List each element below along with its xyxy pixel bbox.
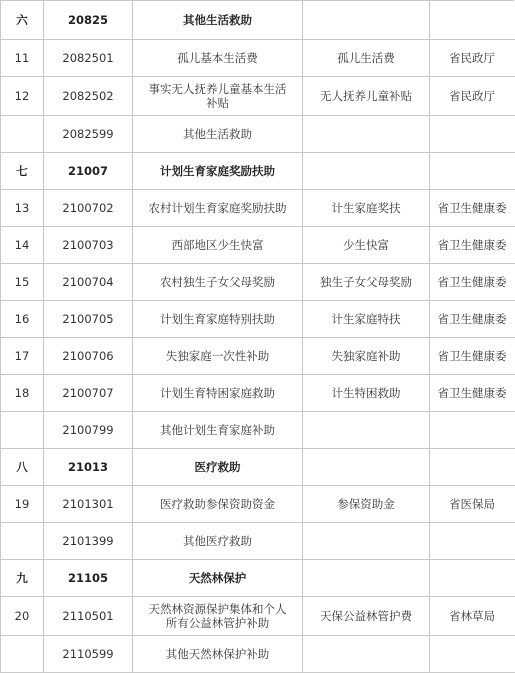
row-number-cell (1, 523, 44, 560)
section-row (1, 1, 515, 40)
row-number-cell: 14 (1, 227, 44, 264)
section-row (1, 560, 515, 597)
section-row (1, 449, 515, 486)
subject-name-cell: 西部地区少生快富 (133, 227, 303, 264)
subject-name-cell: 农村独生子女父母奖励 (133, 264, 303, 301)
department-cell (430, 636, 515, 673)
table-row (1, 116, 515, 153)
fund-name-cell (303, 636, 430, 673)
subject-code-cell: 21007 (44, 153, 133, 190)
row-number-cell: 六 (1, 1, 44, 40)
fund-name-cell: 参保资助金 (303, 486, 430, 523)
row-number-cell: 八 (1, 449, 44, 486)
row-number-cell: 七 (1, 153, 44, 190)
fund-name-cell: 无人抚养儿童补贴 (303, 77, 430, 116)
subject-name-cell: 计划生育家庭特别扶助 (133, 301, 303, 338)
subject-code-cell: 2101399 (44, 523, 133, 560)
subject-name-cell: 其他医疗救助 (133, 523, 303, 560)
subject-code-cell: 2110599 (44, 636, 133, 673)
department-cell: 省卫生健康委 (430, 338, 515, 375)
subject-code-cell: 2100707 (44, 375, 133, 412)
row-number-cell (1, 636, 44, 673)
subject-code-cell: 2082501 (44, 40, 133, 77)
subject-name-cell: 其他生活救助 (133, 116, 303, 153)
subject-name-cell: 失独家庭一次性补助 (133, 338, 303, 375)
table-row (1, 301, 515, 338)
department-cell: 省卫生健康委 (430, 190, 515, 227)
row-number-cell: 九 (1, 560, 44, 597)
subject-name-cell: 计划生育家庭奖励扶助 (133, 153, 303, 190)
fund-name-cell: 天保公益林管护费 (303, 597, 430, 636)
subject-code-cell: 2100705 (44, 301, 133, 338)
subject-name-cell: 农村计划生育家庭奖励扶助 (133, 190, 303, 227)
row-number-cell: 18 (1, 375, 44, 412)
department-cell (430, 1, 515, 40)
subject-name-cell: 天然林资源保护集体和个人所有公益林管护补助 (133, 597, 303, 636)
department-cell (430, 412, 515, 449)
table-row (1, 190, 515, 227)
department-cell: 省卫生健康委 (430, 264, 515, 301)
row-number-cell: 15 (1, 264, 44, 301)
row-number-cell (1, 412, 44, 449)
table-row (1, 77, 515, 116)
subject-code-cell: 2100799 (44, 412, 133, 449)
department-cell (430, 560, 515, 597)
fund-name-cell (303, 560, 430, 597)
department-cell: 省医保局 (430, 486, 515, 523)
subject-code-cell: 20825 (44, 1, 133, 40)
fund-name-cell: 计生家庭奖扶 (303, 190, 430, 227)
section-row (1, 153, 515, 190)
subject-name-cell: 其他天然林保护补助 (133, 636, 303, 673)
subject-code-cell: 2082599 (44, 116, 133, 153)
subject-code-cell: 2100706 (44, 338, 133, 375)
subject-name-cell: 计划生育特困家庭救助 (133, 375, 303, 412)
fund-name-cell (303, 523, 430, 560)
row-number-cell: 17 (1, 338, 44, 375)
row-number-cell: 19 (1, 486, 44, 523)
row-number-cell: 20 (1, 597, 44, 636)
table-row (1, 375, 515, 412)
row-number-cell: 12 (1, 77, 44, 116)
subject-name-cell: 事实无人抚养儿童基本生活补贴 (133, 77, 303, 116)
department-cell (430, 523, 515, 560)
fund-name-cell (303, 153, 430, 190)
table-row (1, 40, 515, 77)
table-row (1, 227, 515, 264)
fund-name-cell (303, 1, 430, 40)
fund-name-cell (303, 412, 430, 449)
table-row (1, 412, 515, 449)
fund-name-cell: 孤儿生活费 (303, 40, 430, 77)
subject-name-cell: 其他计划生育家庭补助 (133, 412, 303, 449)
row-number-cell: 16 (1, 301, 44, 338)
subject-code-cell: 2101301 (44, 486, 133, 523)
fund-name-cell: 计生家庭特扶 (303, 301, 430, 338)
table-row (1, 636, 515, 673)
fund-name-cell: 失独家庭补助 (303, 338, 430, 375)
department-cell: 省民政厅 (430, 40, 515, 77)
subject-code-cell: 21105 (44, 560, 133, 597)
subject-name-cell: 医疗救助 (133, 449, 303, 486)
row-number-cell: 11 (1, 40, 44, 77)
fund-name-cell (303, 449, 430, 486)
subject-code-cell: 2110501 (44, 597, 133, 636)
table-row (1, 523, 515, 560)
subject-code-cell: 2100704 (44, 264, 133, 301)
subject-code-cell: 2100702 (44, 190, 133, 227)
subject-code-cell: 2082502 (44, 77, 133, 116)
subject-code-cell: 2100703 (44, 227, 133, 264)
department-cell: 省民政厅 (430, 77, 515, 116)
subject-code-cell: 21013 (44, 449, 133, 486)
fund-name-cell: 少生快富 (303, 227, 430, 264)
fund-name-cell: 计生特困救助 (303, 375, 430, 412)
department-cell: 省卫生健康委 (430, 375, 515, 412)
row-number-cell: 13 (1, 190, 44, 227)
table-row (1, 264, 515, 301)
subject-name-cell: 天然林保护 (133, 560, 303, 597)
fund-name-cell (303, 116, 430, 153)
subject-name-cell: 医疗救助参保资助资金 (133, 486, 303, 523)
table-row (1, 338, 515, 375)
department-cell: 省卫生健康委 (430, 301, 515, 338)
subject-name-cell: 其他生活救助 (133, 1, 303, 40)
department-cell: 省卫生健康委 (430, 227, 515, 264)
row-number-cell (1, 116, 44, 153)
fund-name-cell: 独生子女父母奖励 (303, 264, 430, 301)
table-row (1, 486, 515, 523)
subject-name-cell: 孤儿基本生活费 (133, 40, 303, 77)
department-cell (430, 116, 515, 153)
department-cell: 省林草局 (430, 597, 515, 636)
department-cell (430, 153, 515, 190)
table-row (1, 597, 515, 636)
department-cell (430, 449, 515, 486)
